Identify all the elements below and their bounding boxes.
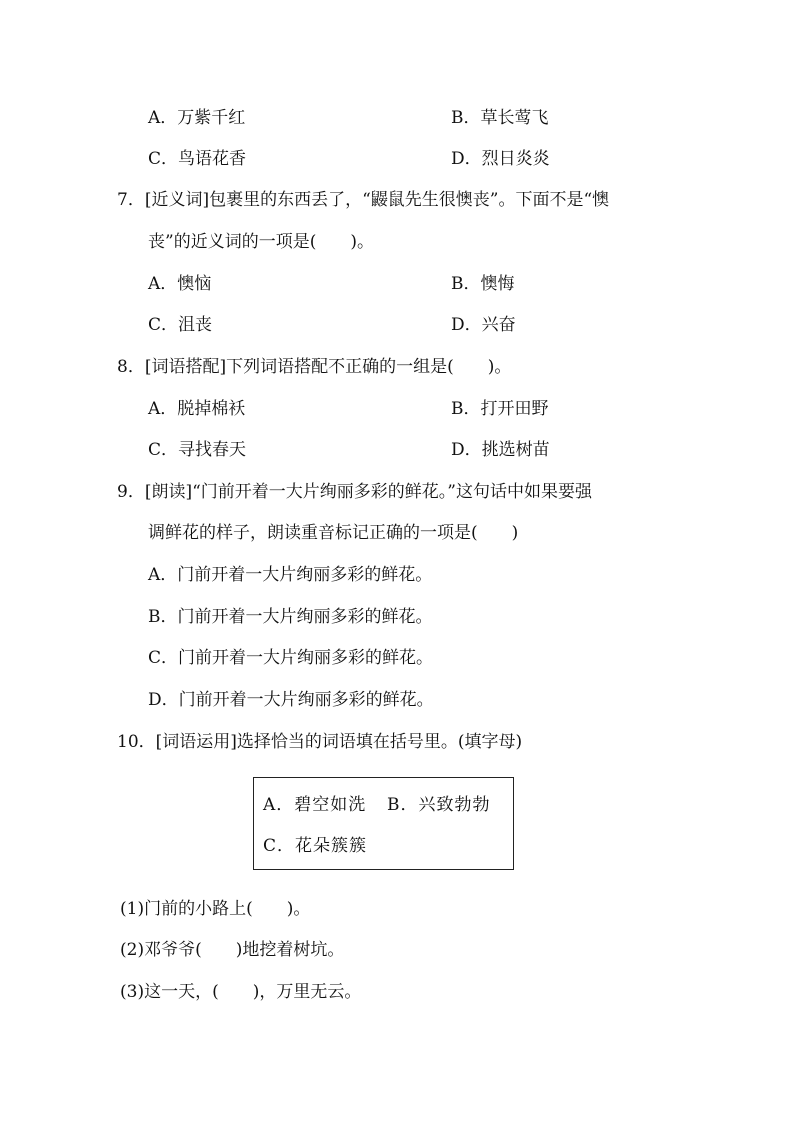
q10-sub-2: (2)邓爷爷( )地挖着树坑。 xyxy=(120,940,345,960)
q10-sub-1: (1)门前的小路上( )。 xyxy=(120,899,311,919)
q7-option-d: D．兴奋 xyxy=(451,315,516,335)
q7-option-a: A．懊恼 xyxy=(148,274,212,294)
q8-stem: 8．[词语搭配]下列词语搭配不正确的一组是( )。 xyxy=(117,357,512,377)
q8-option-a: A．脱掉棉袄 xyxy=(148,399,246,419)
q6-option-d: D．烈日炎炎 xyxy=(451,149,550,169)
word-bank-option-a: A．碧空如洗 xyxy=(263,795,367,815)
q9-option-d: D．门前开着一大片绚丽多彩的鲜花。 xyxy=(148,690,434,710)
q9-option-b: B．门前开着一大片绚丽多彩的鲜花。 xyxy=(148,607,433,627)
q8-option-c: C．寻找春天 xyxy=(148,440,247,460)
q10-sub-3: (3)这一天，( )，万里无云。 xyxy=(120,982,362,1002)
q6-option-a: A．万紫千红 xyxy=(148,108,246,128)
q9-option-a: A．门前开着一大片绚丽多彩的鲜花。 xyxy=(148,565,433,585)
q6-option-c: C．鸟语花香 xyxy=(148,149,247,169)
q9-option-c: C．门前开着一大片绚丽多彩的鲜花。 xyxy=(148,648,434,668)
q6-option-b: B．草长莺飞 xyxy=(451,108,549,128)
word-bank-option-b: B．兴致勃勃 xyxy=(387,795,491,815)
q9-stem-line1: 9．[朗读]“门前开着一大片绚丽多彩的鲜花。”这句话中如果要强 xyxy=(117,482,592,502)
q7-option-b: B．懊悔 xyxy=(451,274,515,294)
q8-option-b: B．打开田野 xyxy=(451,399,549,419)
word-bank-box xyxy=(253,777,514,870)
word-bank-option-c: C．花朵簇簇 xyxy=(263,836,368,856)
q7-option-c: C．沮丧 xyxy=(148,315,213,335)
q7-stem-line2: 丧”的近义词的一项是( )。 xyxy=(148,232,374,252)
q10-stem: 10．[词语运用]选择恰当的词语填在括号里。(填字母) xyxy=(117,732,523,752)
q9-stem-line2: 调鲜花的样子，朗读重音标记正确的一项是( ) xyxy=(148,523,519,543)
q8-option-d: D．挑选树苗 xyxy=(451,440,550,460)
q7-stem-line1: 7．[近义词]包裹里的东西丢了，“鼹鼠先生很懊丧”。下面不是“懊 xyxy=(117,190,610,210)
